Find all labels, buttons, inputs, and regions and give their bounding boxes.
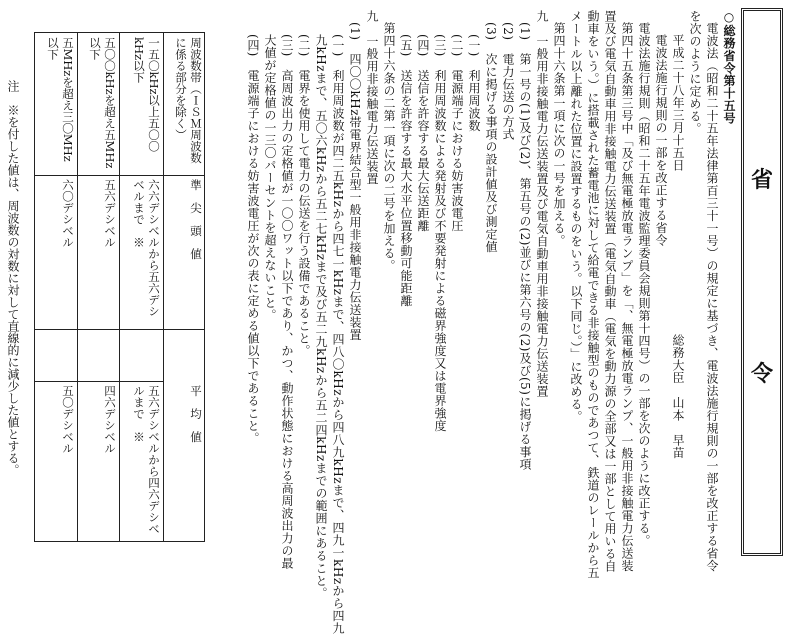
limits-table-grid	[34, 32, 205, 542]
cell-row2-freq: 五〇〇kHzを超え五MHz以下	[88, 37, 117, 169]
sub-sub-item: (二) 電源端子における妨害波電圧	[450, 34, 464, 232]
header-char-sho: 省	[750, 167, 773, 193]
sub-sub-item: (一) 利用周波数	[467, 34, 481, 132]
ordinance-title: 電波法施行規則の一部を改正する省令	[654, 34, 668, 247]
table-rule	[35, 329, 204, 330]
date-and-minister: 平成二十八年三月十五日 総務大臣 山本 早苗	[671, 34, 685, 459]
body-line: 電波法施行規則（昭和二十五年電波監理委員会規則第十四号）の一部を次のように改正する。	[637, 22, 651, 547]
sub-sub-item: (三) 利用周波数による発射及び不要発射による磁界強度又は電界強度	[433, 34, 447, 432]
body-line: を次のように定める。	[688, 10, 702, 135]
body-line: 置及び電気自動車用非接触電力伝送装置（電気自動車（電気を動力源の全部又は一部として用いる自	[603, 10, 617, 573]
cell-row1-freq: 一五〇kHz以上五〇〇kHz以下	[132, 37, 161, 153]
sub-sub-item: (二) 電界を使用して電力の伝送を行う設備であること。	[297, 34, 311, 357]
cell-row3-qp: 六〇デシベル	[61, 179, 75, 248]
table-rule	[119, 33, 120, 541]
cell-row2-qp: 五六デシベル	[103, 179, 117, 248]
cell-row2-avg: 四六デシベル	[103, 385, 117, 454]
item-nine: 九 一般用非接触電力伝送装置及び電気自動車用非接触電力伝送装置	[535, 10, 549, 398]
body-line: 大値が定格値の一三〇パーセントを超えないこと。	[263, 34, 277, 322]
body-line: 第四十五条第三号中「及び無電極放電ランプ」を「、無電極放電ランプ、一般用非接触電力伝送装	[620, 22, 634, 572]
table-rule	[163, 33, 164, 541]
sub-sub-item: (五) 送信を許容する最大水平位置移動可能距離	[399, 34, 413, 307]
ordinance-body	[244, 10, 737, 635]
sub-item: (1) 四〇〇kHz帯電界結合型一般用非接触電力伝送装置	[348, 22, 362, 342]
cell-row1-qp: 六六デシベルから五六デシベルまで ※	[132, 179, 161, 317]
body-line: 第四十六条第一項に次の一号を加える。	[552, 22, 566, 247]
body-line: 九kHzまで、五〇六kHzから五二七kHzまで及び五二九kHzから五二四kHzまでの範囲にあること。	[314, 34, 328, 600]
cell-header-frequency: 周波数帯（ＩＳＭ周波数に係る部分を除く）	[174, 37, 203, 164]
sub-sub-item: (一) 利用周波数が四二五kHzから四七一kHzまで、四八〇kHzから四八九kHzまで、四九一kHzから四九	[331, 34, 345, 635]
body-line: メートル以上離れた位置に設置するものをいう。以下同じ。）」に改める。	[569, 10, 583, 423]
sub-item: (1) 第一号の(1)及び(2)、第五号の(2)並びに第六号の(2)及び(5)に掲げる事項	[518, 22, 532, 471]
item-nine: 九 一般用非接触電力伝送装置	[365, 10, 379, 185]
sub-sub-item: (四) 送信を許容する最大伝送距離	[416, 34, 430, 232]
ordinance-number: ○総務省令第十五号	[722, 10, 736, 125]
table-rule	[77, 33, 78, 541]
sub-sub-item: (三) 高周波出力の定格値が一〇〇ワット以下であり、かつ、動作状態における高周波出力の最	[280, 34, 294, 570]
sub-item: (3) 次に掲げる事項の設計値及び測定値	[484, 22, 498, 253]
sub-item: (2) 電力伝送の方式	[501, 22, 515, 141]
cell-row3-freq: 五MHzを超え三〇MHz以下	[46, 37, 75, 162]
cell-row3-avg: 五〇デシベル	[61, 385, 75, 454]
table-note: 注 ※を付した値は、周波数の対数に対して直線的に減少した値とする。	[6, 80, 20, 476]
body-line: 第四十六条の二第一項に次の二号を加える。	[382, 22, 396, 272]
cell-header-avg: 平 均 値	[189, 385, 203, 443]
header-box	[741, 8, 783, 556]
table-rule	[35, 381, 163, 382]
sub-sub-item: (四) 電源端子における妨害波電圧が次の表に定める値以下であること。	[246, 34, 260, 445]
table-rule	[35, 175, 204, 176]
body-line: 動車をいう。）に搭載された蓄電池に対して給電できる非接触型のものであつて、鉄道のレールから五	[586, 10, 600, 579]
header-char-rei: 令	[750, 361, 773, 387]
cell-header-qp: 準 尖 頭 値	[189, 179, 203, 260]
cell-row1-avg: 五六デシベルから四六デシベルまで ※	[132, 385, 161, 535]
body-line: 電波法（昭和二十五年法律第百三十一号）の規定に基づき、電波法施行規則の一部を改正する省令	[705, 22, 719, 572]
